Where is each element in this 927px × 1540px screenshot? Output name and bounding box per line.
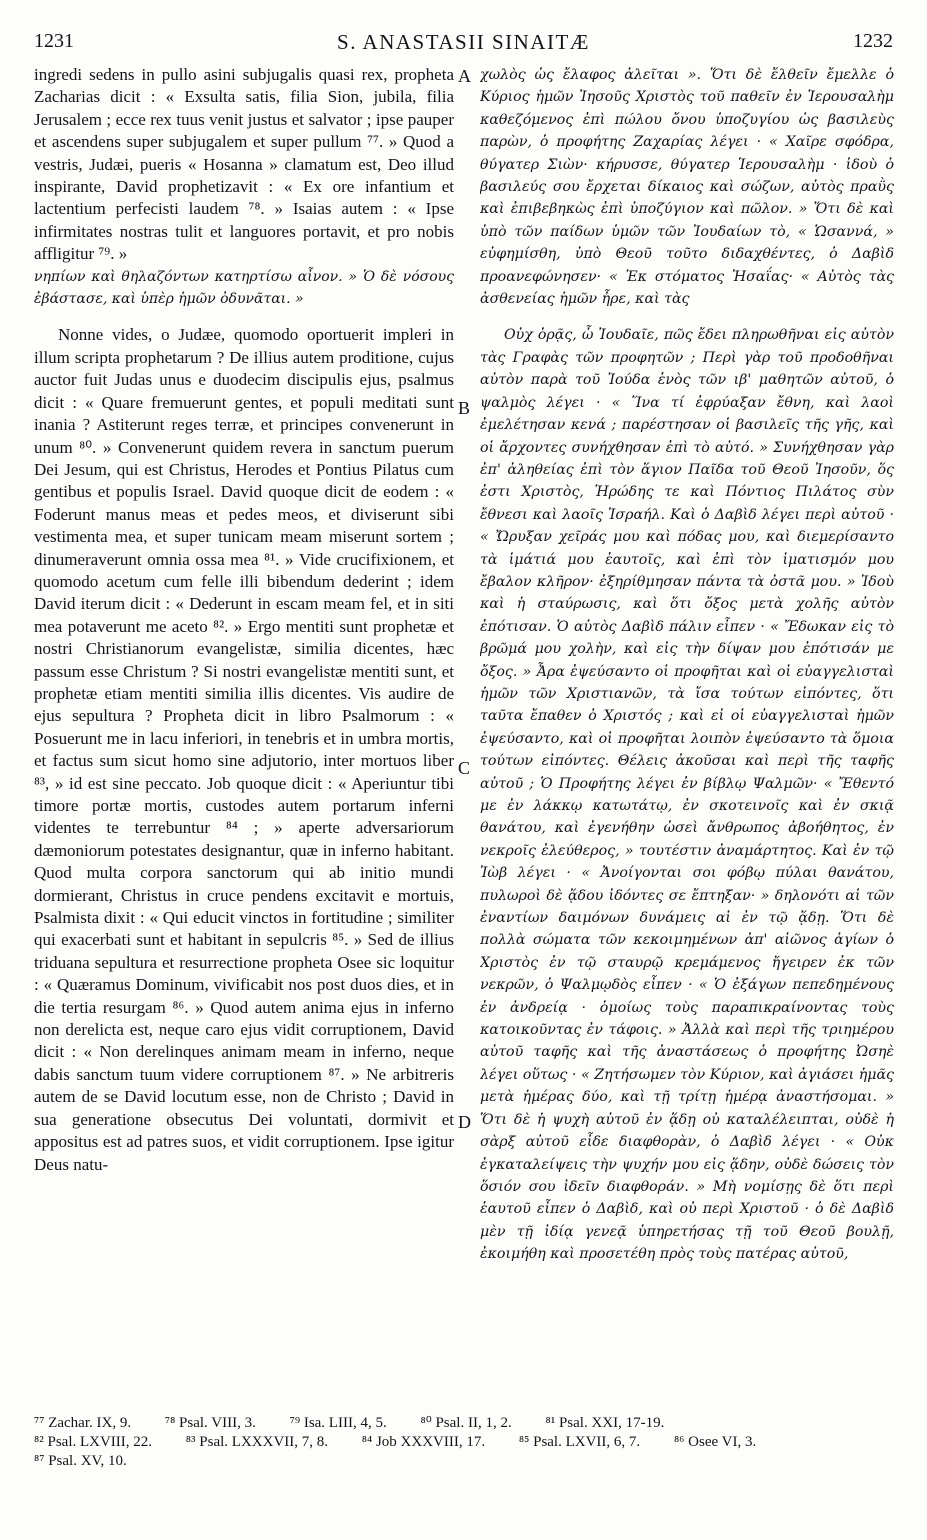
latin-paragraph-2: Nonne vides, o Judæe, quomodo oportuerit impleri in illum scripta prophetarum ? De illius autem proditione, cujus auctor fuit Judas unus e duodecim discipulis ejus, psalmus dicit : « Quare fremuerunt gentes, et populi meditati sunt inania ? Astiterunt reges terræ, et principes convenerunt in unum ⁸⁰. » Convenerunt quidem revera in sanctum puerum Dei Jesum, qui est Christus, Herodes et Pontius Pilatus cum gentibus et populis Israel. David quoque dicit de eodem : « Foderunt manus meas et pedes meos, et diviserunt sibi vestimenta mea, et super tunicam meam miserunt sortem ; dinumeraverunt omnia ossa mea ⁸¹. » Vide crucifixionem, et quomodo acetum cum felle illi bibendum dederint ; idem David iterum dicit : « Dederunt in escam meam fel, et in siti mea potaverunt me aceto ⁸². » Ergo mentiti sunt prophetæ et nostri Christianorum evangelistæ, similia dicentes, hæc passum esse Christum ? Si nostri evangelistæ mentiti sunt, et prophetæ etiam mentiti similia illis dicentes. Vis audire de ejus sepultura ? Propheta dicit in libro Psalmorum : « Posuerunt me in lacu inferiori, in tenebris et in umbra mortis, et factus sum sicut homo sine adjutorio, inter mortuos liber ⁸³, » id est sine peccato. Job quoque dicit : « Aperiuntur tibi timore portæ mortis, custodes autem portarum inferni videntes te terrebuntur ⁸⁴ ; » aperte adversariorum dæmoniorum potestates designantur, quæ in inferno habitant. Quod multa corpora sanctorum qui ab initio mundi dormierant, Christus in cruce pendens excitavit e mortuis, Psalmista dixit : « Qui educit vinctos in fortitudine ; similiter qui exacerbati sunt et habitant in sepulcris ⁸⁵. » Sed de illius triduana sepultura et resurrectione propheta Osee sic loquitur : « Quæramus Dominum, vivificabit nos post duos dies, et in die tertia resurgam ⁸⁶. » Quod autem anima ejus in inferno non derelicta est, neque caro ejus vidit corruptionem, David dicit : « Non derelinques animam meam in inferno, neque dabis sanctum tuum videre corruptionem ⁸⁷. » Ne arbitreris autem de se David locutum esse, non de Christo ; David in sua generatione obsecutus Dei voluntati, dormivit et appositus est ad patres suos, et vidit corruptionem. Ipse igitur Deus natu- bbox=[34, 325, 454, 1174]
footnotes bbox=[34, 1414, 893, 1471]
greek-paragraph-1: χωλὸς ὡς ἔλαφος ἁλεῖται ». Ὅτι δὲ ἔλθεῖν ἔμελλε ὁ Κύριος ἡμῶν Ἰησοῦς Χριστὸς τοῦ παθεῖν ἐν Ἱερουσαλὴμ καθεζόμενος ἐπὶ πώλου ὄνου ὑποζυγίου ὡς βασιλεὺς παρὼν, ὁ προφήτης Ζαχαρίας λέγει · « Χαῖρε σφόδρα, θύγατερ Σιὼν· κήρυσσε, θύγατερ Ἱερουσαλὴμ · ἰδοὺ ὁ βασιλεύς σου ἔρχεται δίκαιος καὶ σώζων, αὐτὸς πραῢς καὶ ἐπιβεβηκὼς ἐπὶ ὑποζύγιον καὶ πῶλον. » Ὅτι δὲ καὶ ὑπὸ τῶν παίδων ὑμῶν τῶν Ἰουδαίων τὸ, « Ὡσαννά, » εὐφημίσθη, ὑπὸ Θεοῦ τοῦτο διδαχθέντες, ὁ Δαβὶδ προανεφώνησεν· « Ἐκ στόματος Ἠσαΐας· « Αὐτὸς τὰς ἀσθενείας ἡμῶν ἦρε, καὶ τὰς bbox=[480, 67, 894, 308]
greek-paragraph-2: Οὐχ ὁρᾷς, ὦ Ἰουδαῖε, πῶς ἔδει πληρωθῆναι εἰς αὐτὸν τὰς Γραφὰς τῶν προφητῶν ; Περὶ γὰρ τοῦ προδοθῆναι αὐτὸν παρὰ τοῦ Ἰούδα ἑνὸς τῶν ιβ' μαθητῶν αὐτοῦ, ὁ ψαλμὸς λέγει · « Ἵνα τί ἐφρύαξαν ἔθνη, καὶ λαοὶ ἐμελέτησαν κενά ; παρέστησαν οἱ βασιλεῖς τῆς γῆς, καὶ οἱ ἄρχοντες συνήχθησαν ἐπὶ τὸ αὐτό. » Συνήχθησαν γὰρ ἐπ' ἀληθείας ἐπὶ τὸν ἅγιον Παῖδα τοῦ Θεοῦ Ἰησοῦν, ὅς ἐστι Χριστὸς, Ἡρώδης τε καὶ Πόντιος Πιλάτος σὺν ἔθνεσι καὶ λαοῖς Ἰσραήλ. Καὶ ὁ Δαβὶδ λέγει περὶ αὐτοῦ · « Ὤρυξαν χεῖράς μου καὶ πόδας μου, καὶ διεμερίσαντο τὰ ἱμάτιά μου ἑαυτοῖς, καὶ ἐπὶ τὸν ἱματισμόν μου ἔβαλον κλῆρον· ἐξηρίθμησαν πάντα τὰ ὀστᾶ μου. » Ἰδοὺ καὶ ἡ σταύρωσις, καὶ ὅτι ὄξος μετὰ χολῆς αὐτὸν ἐπότισαν. Ὁ αὐτὸς Δαβὶδ πάλιν εἶπεν · « Ἔδωκαν εἰς τὸ βρῶμά μου χολὴν, καὶ εἰς τὴν δίψαν μου ἐπότισάν με ὄξος. » Ἆρα ἐψεύσαντο οἱ προφῆται καὶ οἱ εὐαγγελισταὶ ἡμῶν τῶν Χριστιανῶν, τὰ ἴσα τούτων εἰπόντες, ὅτι ταῦτα ἔπαθεν ὁ Χριστός ; καὶ εἰ οἱ εὐαγγελισταὶ ἡμῶν ἐψεύσαντο, καὶ οἱ προφῆται λοιπὸν ἐψεύσαντο τὰ ὅμοια τούτων εἰπόντες. Θέλεις ἀκοῦσαι καὶ περὶ τῆς ταφῆς αὐτοῦ ; Ὁ Προφήτης λέγει ἐν βίβλῳ Ψαλμῶν· « Ἔθεντό με ἐν λάκκῳ κατωτάτῳ, ἐν σκοτεινοῖς καὶ ἐν σκιᾷ θανάτου, καὶ ἐγενήθην ὡσεὶ ἄνθρωπος ἀβοήθητος, ἐν νεκροῖς ἐλεύθερος, » τουτέστιν ἀναμάρτητος. Καὶ ἐν τῷ Ἰὼβ λέγει · « Ἀνοίγονται σοι φόβῳ πύλαι θανάτου, πυλωροὶ δὲ ᾅδου ἰδόντες σε ἔπτηξαν· » δηλονότι αἱ τῶν ἐναντίων δαιμόνων δυνάμεις αἱ ἐν τῷ ᾅδῃ. Ὅτι δὲ πολλὰ σώματα τῶν κεκοιμημένων ἀπ' αἰῶνος ἁγίων ὁ Χριστὸς ἐν τῷ σταυρῷ κρεμάμενος ἤγειρεν ἐκ τῶν νεκρῶν, ὁ Ψαλμῳδὸς εἶπεν · « Ὁ ἐξάγων πεπεδημένους ἐν ἀνδρείᾳ · ὁμοίως τοὺς παραπικραίνοντας τοὺς κατοικοῦντας ἐν τάφοις. » Ἀλλὰ καὶ περὶ τῆς τριημέρου αὐτοῦ ταφῆς καὶ τῆς ἀναστάσεως ὁ προφήτης Ὠσηὲ λέγει οὕτως · « Ζητήσωμεν τὸν Κύριον, καὶ ἀγιάσει ἡμᾶς μετὰ ἡμέρας δύο, καὶ τῇ τρίτῃ ἡμέρᾳ ἀναστήσομαι. » Ὅτι δὲ ἡ ψυχὴ αὐτοῦ ἐν ᾅδῃ οὐ καταλέλειπται, οὐδὲ ἡ σὰρξ αὐτοῦ εἶδε διαφθορὰν, ὁ Δαβὶδ λέγει · « Οὐκ ἐγκαταλείψεις τὴν ψυχήν μου εἰς ᾅδην, οὐδὲ δώσεις τὸν ὅσιόν σου ἰδεῖν διαφθοράν. » Μὴ νομίσῃς δὲ ὅτι περὶ ἑαυτοῦ εἶπεν ὁ Δαβὶδ, καὶ οὐ περὶ Χριστοῦ · ὁ δὲ Δαβὶδ μὲν τῇ ἰδίᾳ γενεᾷ ὑπηρετήσας τῇ τοῦ Θεοῦ βουλῇ, ἐκοιμήθη καὶ προσετέθη πρὸς τοὺς πατέρας αὐτοῦ, bbox=[480, 327, 894, 1263]
running-header bbox=[34, 30, 893, 58]
right-page-number: 1232 bbox=[853, 30, 893, 52]
latin-greek-fragment: νηπίων καὶ θηλαζόντων κατηρτίσω αἶνον. » Ὁ δὲ νόσους ἐβάστασε, καὶ ὑπὲρ ἡμῶν ὀδυνᾶται. » bbox=[34, 268, 454, 308]
footnote-86: ⁸⁶ Osee VI, 3. bbox=[673, 1434, 757, 1450]
footnote-87: ⁸⁷ Psal. XV, 10. bbox=[34, 1453, 127, 1469]
latin-paragraph-1: ingredi sedens in pullo asini subjugalis quasi rex, propheta Zacharias dicit : « Exsulta satis, filia Sion, jubila, filia Jerusalem ; ecce rex tuus venit justus et salvator ; ipse pauper et ascendens super subjugalem et super pullum ⁷⁷. » Quod a vestris, Judæi, pueris « Hosanna » clamatum est, Deo illud inspirante, David prophetizavit : « Ex ore infantium et lactentium perfecisti laudem ⁷⁸. » Isaias autem : « Ipse infirmitates nostras tulit et languores portavit, et pro nobis affligitur ⁷⁹. » bbox=[34, 65, 454, 264]
footnote-83: ⁸³ Psal. LXXXVII, 7, 8. bbox=[185, 1434, 329, 1450]
footnote-78: ⁷⁸ Psal. VIII, 3. bbox=[164, 1415, 256, 1431]
left-page-number: 1231 bbox=[34, 30, 74, 52]
greek-column bbox=[480, 64, 894, 1406]
margin-marker-a: A bbox=[458, 66, 471, 86]
footnote-82: ⁸² Psal. LXVIII, 22. bbox=[34, 1434, 153, 1450]
footnote-85: ⁸⁵ Psal. LXVII, 6, 7. bbox=[518, 1434, 641, 1450]
latin-column bbox=[34, 64, 454, 1406]
margin-marker-c: C bbox=[458, 758, 471, 778]
footnote-79: ⁷⁹ Isa. LIII, 4, 5. bbox=[289, 1415, 387, 1431]
footnote-77: ⁷⁷ Zachar. IX, 9. bbox=[34, 1415, 132, 1431]
footnote-80: ⁸⁰ Psal. II, 1, 2. bbox=[420, 1415, 512, 1431]
footnote-84: ⁸⁴ Job XXXVIII, 17. bbox=[361, 1434, 486, 1450]
running-title: S. ANASTASII SINAITÆ bbox=[337, 30, 590, 54]
margin-marker-d: D bbox=[458, 1112, 471, 1132]
footnote-81: ⁸¹ Psal. XXI, 17-19. bbox=[545, 1415, 665, 1431]
margin-marker-b: B bbox=[458, 398, 471, 418]
